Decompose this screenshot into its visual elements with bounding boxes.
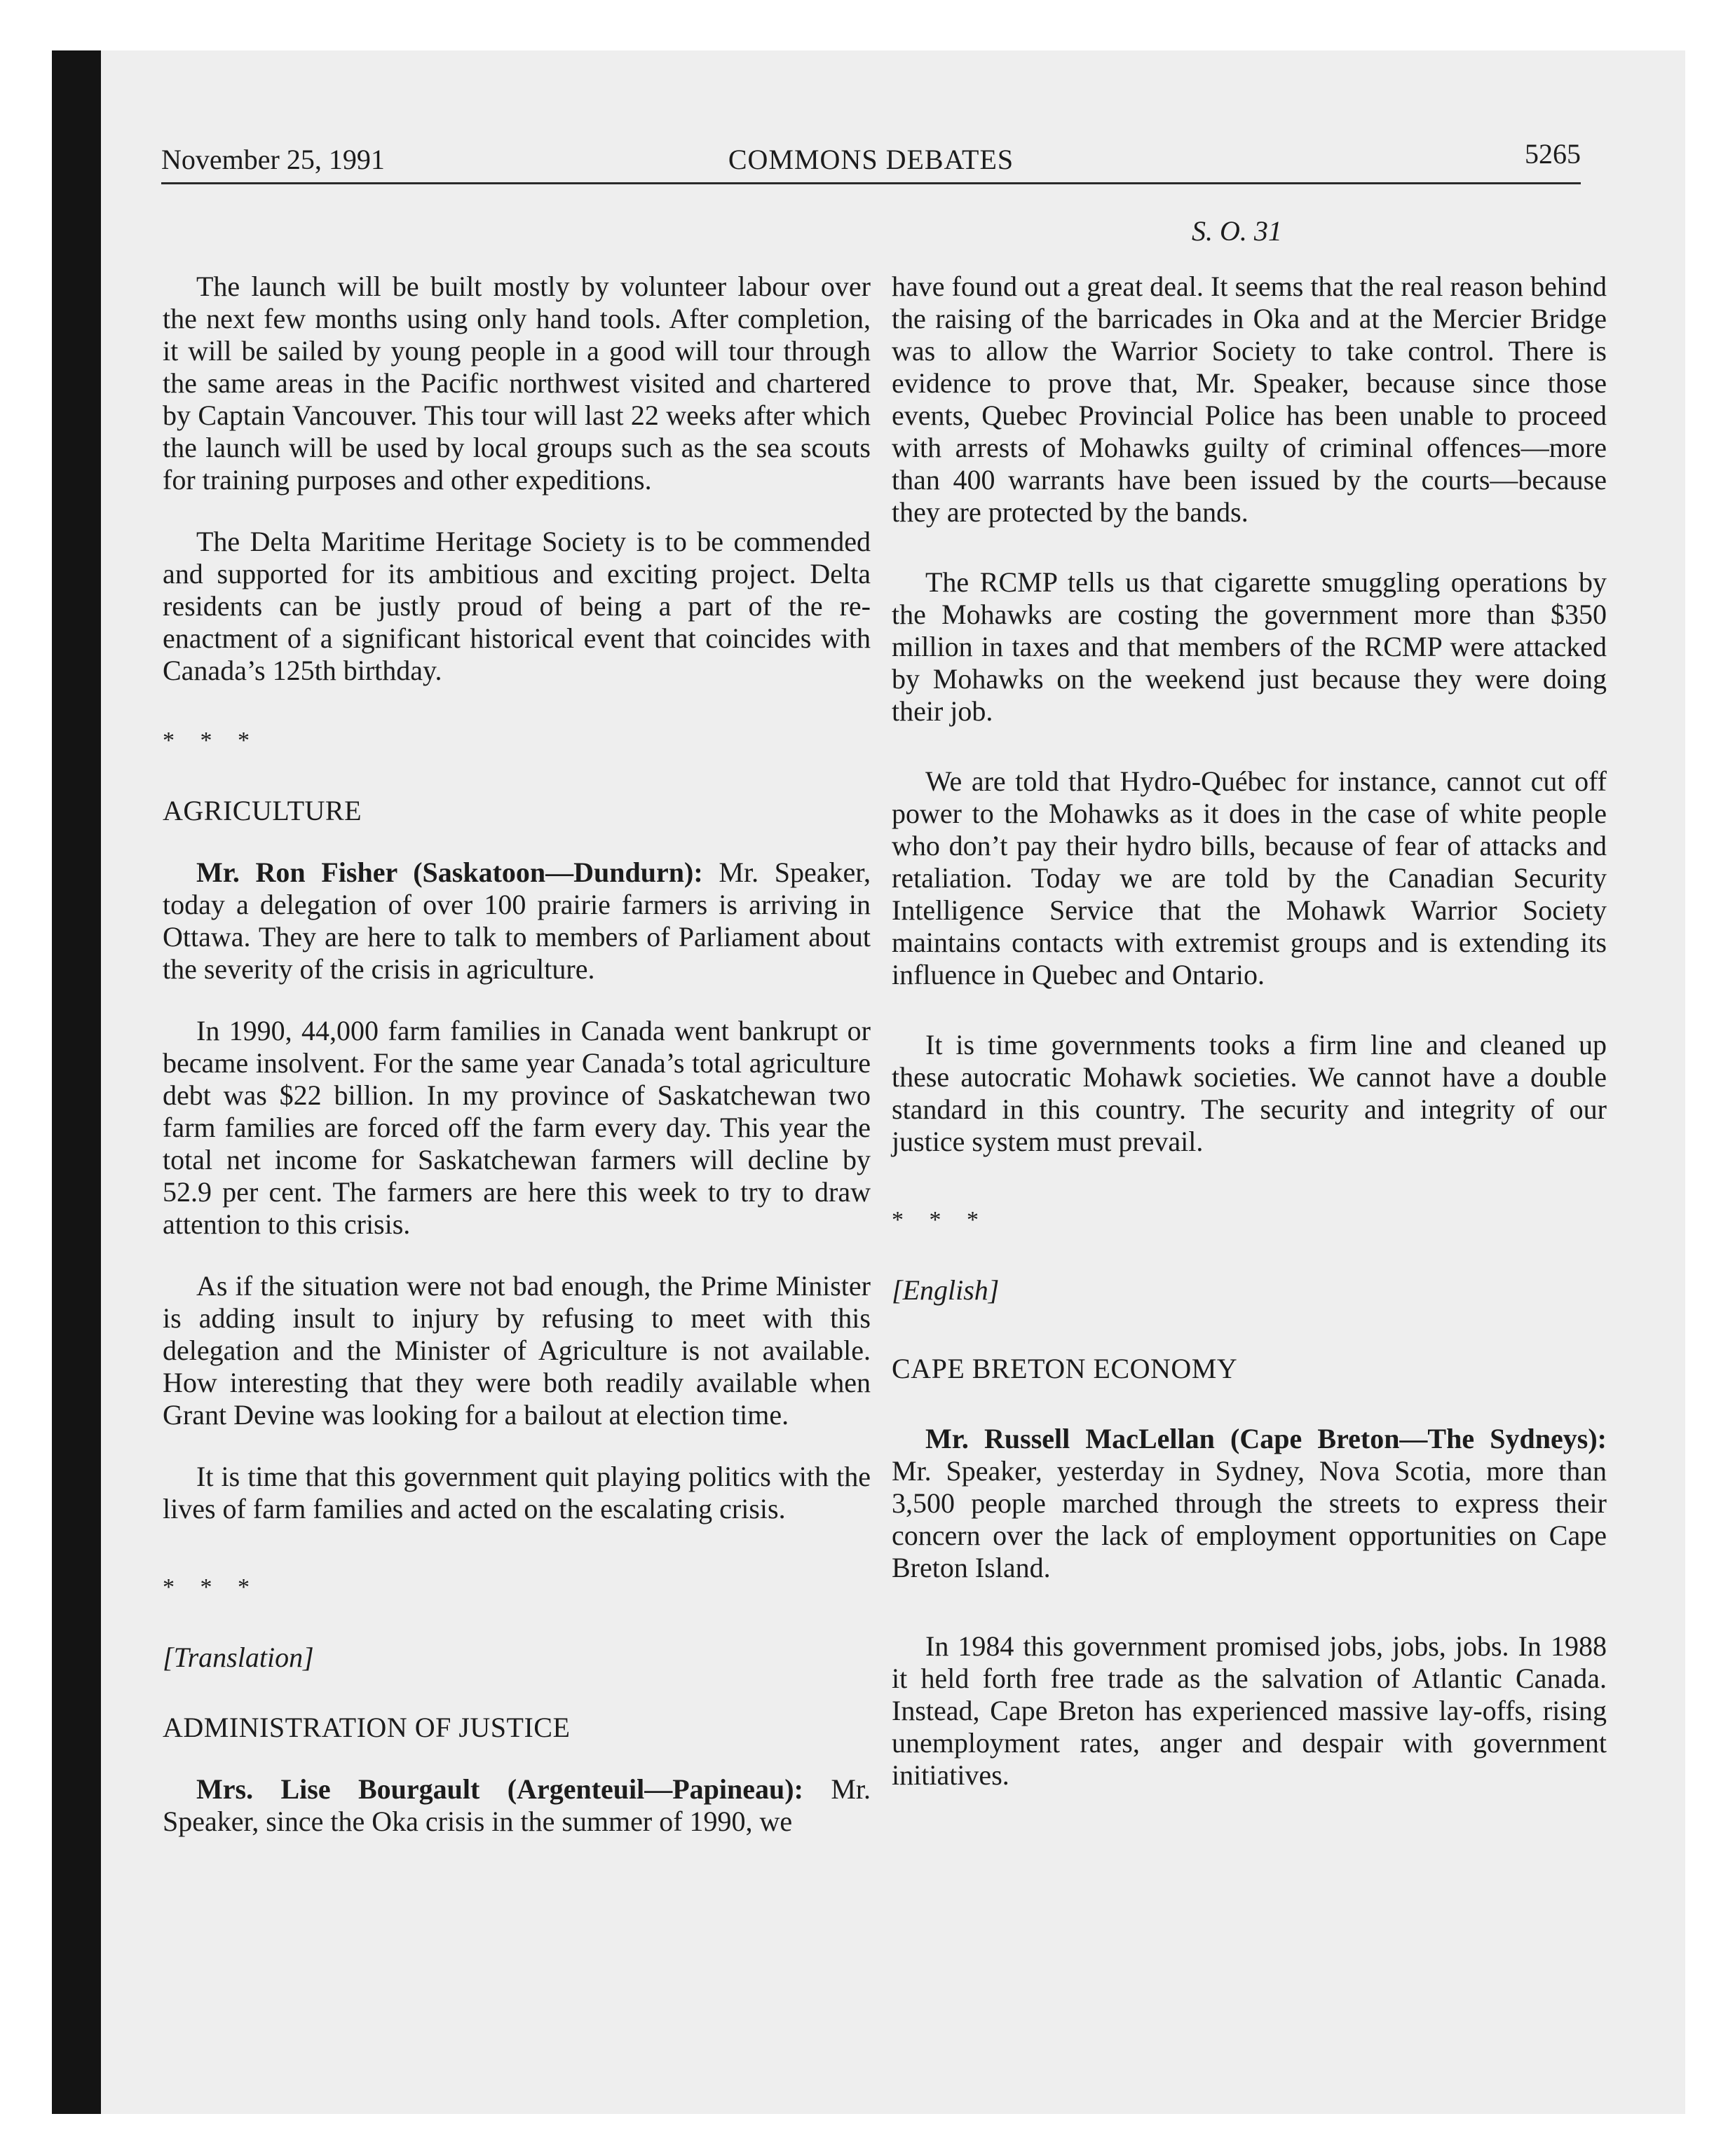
paragraph: The Delta Maritime Heritage Society is to be commended and supported for its ambitious and exciting project. Delta residents can be justly proud of being a part of the re-enactment of a significant historical event that coincides with Canada’s 125th birthday.	[163, 526, 871, 686]
speaker-name: Mrs. Lise Bourgault (Argenteuil—Papineau):	[196, 1773, 803, 1805]
speech-text: Mr. Speaker, yesterday in Sydney, Nova Scotia, more than 3,500 people marched through the streets to express their concern over the lack of employment opportunities on Cape Breton Island.	[892, 1455, 1607, 1583]
section-separator: * * *	[163, 1574, 259, 1600]
paragraph: It is time that this government quit playing politics with the lives of farm families and acted on the escalating crisis.	[163, 1461, 871, 1524]
speech-paragraph	[163, 857, 871, 985]
section-separator: * * *	[163, 728, 259, 753]
speaker-name: Mr. Ron Fisher (Saskatoon—Dundurn):	[196, 857, 703, 888]
section-heading: CAPE BRETON ECONOMY	[892, 1353, 1238, 1384]
left-column	[163, 271, 871, 1838]
paragraph: It is time governments tooks a firm line and cleaned up these autocratic Mohawk societies. We cannot have a double standard in this country. The security and integrity of our justice system must prevail.	[892, 1029, 1607, 1157]
speech-text: Mr. Speaker, today a delegation of over 100 prairie farmers is arriving in Ottawa. They are here to talk to members of Parliament about the severity of the crisis in agriculture.	[163, 857, 871, 985]
section-separator: * * *	[892, 1207, 988, 1233]
speaker-name: Mr. Russell MacLellan (Cape Breton—The Sydneys):	[925, 1423, 1607, 1454]
section-heading: AGRICULTURE	[163, 795, 362, 826]
header-title: COMMONS DEBATES	[728, 144, 1014, 175]
running-head	[161, 137, 1581, 184]
paragraph: In 1984 this government promised jobs, jobs, jobs. In 1988 it held forth free trade as the salvation of Atlantic Canada. Instead, Cape Breton has experienced massive lay-offs, rising unemployment rates, anger and despair with government initiatives.	[892, 1630, 1607, 1791]
paragraph: As if the situation were not bad enough, the Prime Minister is adding insult to injury by refusing to meet with this delegation and the Minister of Agriculture is not available. How interesting that they were both readily available when Grant Devine was looking for a bailout at election time.	[163, 1270, 871, 1431]
language-tag: [English]	[892, 1274, 1000, 1306]
header-date: November 25, 1991	[161, 144, 385, 175]
section-label: S. O. 31	[1192, 215, 1282, 247]
language-tag: [Translation]	[163, 1642, 314, 1673]
paragraph: The launch will be built mostly by volunteer labour over the next few months using only hand tools. After completion, it will be sailed by young people in a good will tour through the same areas in the Pacific northwest visited and chartered by Captain Vancouver. This tour will last 22 weeks after which the launch will be used by local groups such as the sea scouts for training purposes and other expeditions.	[163, 271, 871, 496]
page-number: 5265	[1525, 138, 1581, 170]
speech-paragraph	[163, 1773, 871, 1838]
right-column	[892, 271, 1607, 1792]
paragraph: We are told that Hydro-Québec for instance, cannot cut off power to the Mohawks as it does in the case of white people who don’t pay their hydro bills, because of fear of attacks and retaliation. Today we are told by the Canadian Security Intelligence Service that the Mohawk Warrior Society maintains contacts with extremist groups and is extending its influence in Quebec and Ontario.	[892, 765, 1607, 990]
paragraph: have found out a great deal. It seems that the real reason behind the raising of the barricades in Oka and at the Mercier Bridge was to allow the Warrior Society to take control. There is evidence to prove that, Mr. Speaker, because since those events, Quebec Provincial Police has been unable to proceed with arrests of Mohawks guilty of criminal offences—more than 400 warrants have been issued by the courts—because they are protected by the bands.	[892, 271, 1607, 528]
speech-text: Mr. Speaker, since the Oka crisis in the summer of 1990, we	[163, 1773, 871, 1837]
binding-edge	[52, 50, 101, 2114]
section-heading: ADMINISTRATION OF JUSTICE	[163, 1712, 571, 1743]
paragraph: In 1990, 44,000 farm families in Canada went bankrupt or became insolvent. For the same year Canada’s total agriculture debt was $22 billion. In my province of Saskatchewan two farm families are forced off the farm every day. This year the total net income for Saskatchewan farmers will decline by 52.9 per cent. The farmers are here this week to try to draw attention to this crisis.	[163, 1015, 871, 1240]
paragraph: The RCMP tells us that cigarette smuggling operations by the Mohawks are costing the government more than $350 million in taxes and that members of the RCMP were attacked by Mohawks on the weekend just because they were doing their job.	[892, 566, 1607, 727]
speech-paragraph	[892, 1423, 1607, 1584]
